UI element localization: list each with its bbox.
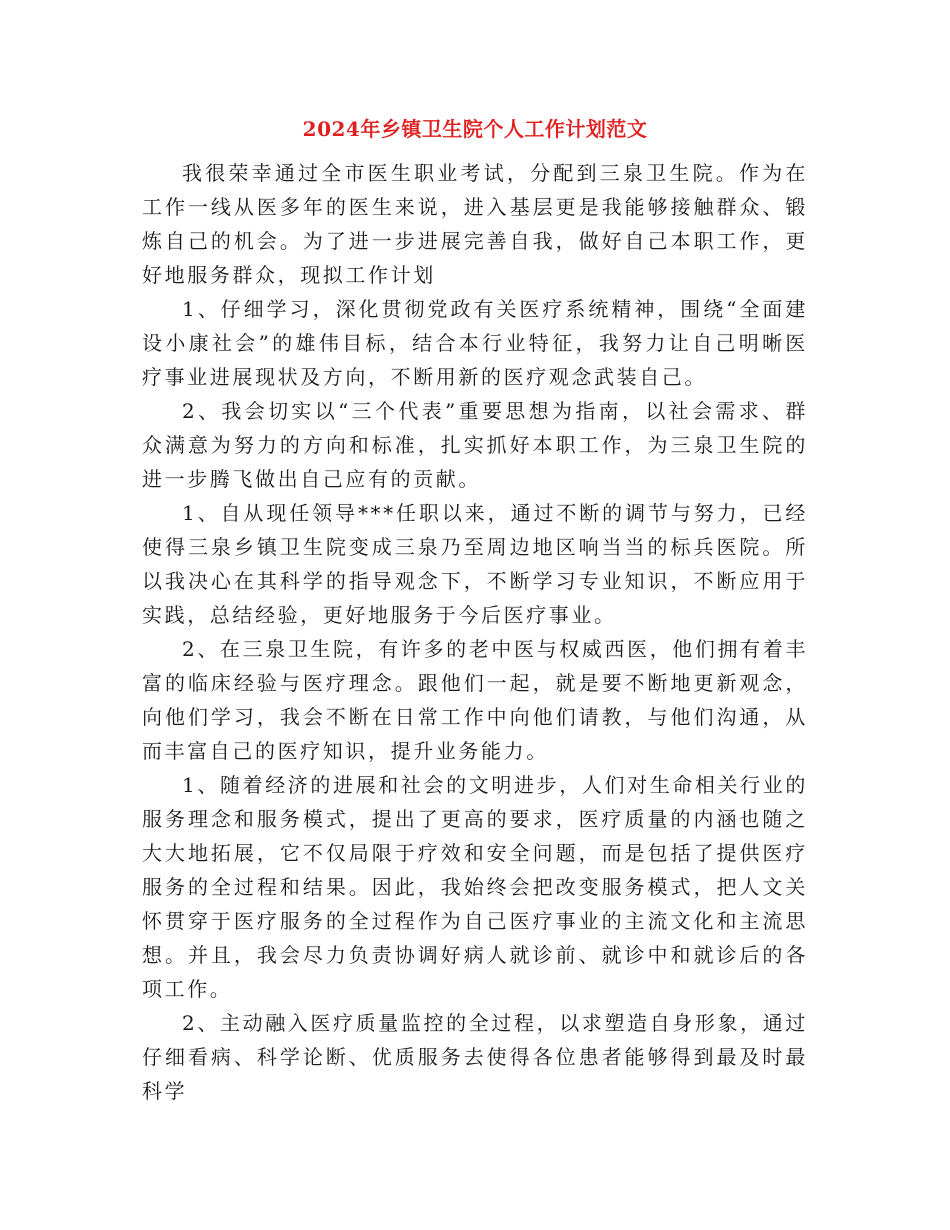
paragraph-intro: 我很荣幸通过全市医生职业考试，分配到三泉卫生院。作为在工作一线从医多年的医生来说，进入基层更是我能够接触群众、锻炼自己的机会。为了进一步进展完善自我，做好自己本职工作，更好地服务群众，现拟工作计划 bbox=[142, 161, 808, 287]
document-body bbox=[142, 156, 808, 1108]
paragraph-service-1: 1、随着经济的进展和社会的文明进步，人们对生命相关行业的服务理念和服务模式，提出了更高的要求，医疗质量的内涵也随之大大地拓展，它不仅局限于疗效和安全问题，而是包括了提供医疗服务的全过程和结果。因此，我始终会把改变服务模式，把人文关怀贯穿于医疗服务的全过程作为自己医疗事业的主流文化和主流思想。并且，我会尽力负责协调好病人就诊前、就诊中和就诊后的各项工作。 bbox=[142, 773, 808, 1001]
document-title: 2024年乡镇卫生院个人工作计划范文 bbox=[302, 117, 648, 141]
paragraph-leadership-2: 2、在三泉卫生院，有许多的老中医与权威西医，他们拥有着丰富的临床经验与医疗理念。跟他们一起，就是要不断地更新观念，向他们学习，我会不断在日常工作中向他们请教，与他们沟通，从而丰富自己的医疗知识，提升业务能力。 bbox=[142, 637, 808, 763]
paragraph-leadership-1: 1、自从现任领导***任职以来，通过不断的调节与努力，已经使得三泉乡镇卫生院变成三泉乃至周边地区响当当的标兵医院。所以我决心在其科学的指导观念下，不断学习专业知识，不断应用于实践，总结经验，更好地服务于今后医疗事业。 bbox=[142, 501, 808, 627]
paragraph-study-2: 2、我会切实以“三个代表”重要思想为指南，以社会需求、群众满意为努力的方向和标准，扎实抓好本职工作，为三泉卫生院的进一步腾飞做出自己应有的贡献。 bbox=[142, 399, 808, 491]
paragraph-service-2: 2、主动融入医疗质量监控的全过程，以求塑造自身形象，通过仔细看病、科学论断、优质服务去使得各位患者能够得到最及时最科学 bbox=[142, 1011, 808, 1103]
paragraph-study-1: 1、仔细学习，深化贯彻党政有关医疗系统精神，围绕“全面建设小康社会”的雄伟目标，结合本行业特征，我努力让自己明晰医疗事业进展现状及方向，不断用新的医疗观念武装自己。 bbox=[142, 297, 808, 389]
